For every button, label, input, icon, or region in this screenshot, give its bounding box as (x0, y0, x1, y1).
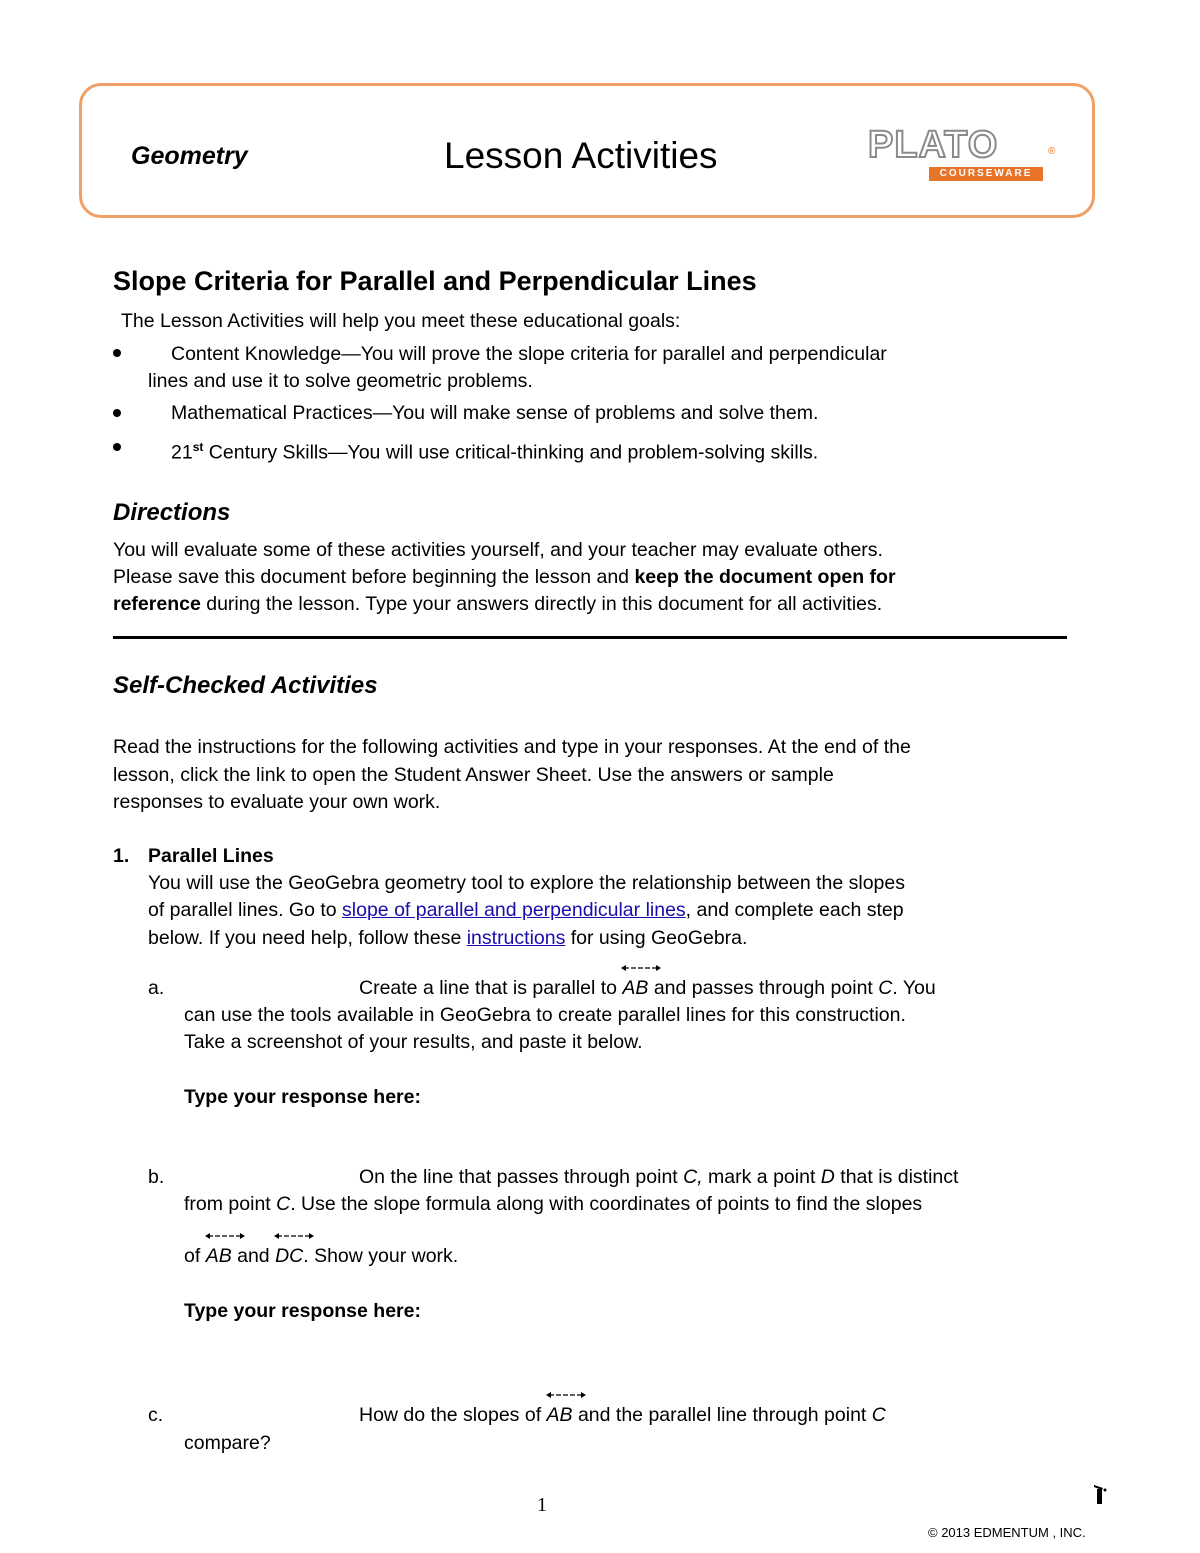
point-label: C (871, 1404, 886, 1426)
directions-line-1: You will evaluate some of these activities yourself, and your teacher may evaluate others. (113, 539, 883, 561)
logo-wordmark: PLATO (868, 124, 999, 166)
directions-text: during the lesson. Type your answers directly in this document for all activities. (200, 593, 883, 615)
instructions-link[interactable]: instructions (466, 927, 566, 949)
goal-1-line-1: Content Knowledge—You will prove the slope criteria for parallel and perpendicular (171, 343, 887, 365)
geogebra-slope-link[interactable]: slope of parallel and perpendicular lines (342, 899, 686, 921)
part-a-text: and passes through point (648, 977, 879, 999)
part-b-text: of (184, 1245, 206, 1267)
bullet-icon (113, 409, 121, 417)
line-arrow-icon (205, 1231, 245, 1241)
part-c-line-1 (359, 1402, 886, 1429)
intro-text: The Lesson Activities will help you meet these educational goals: (121, 310, 681, 332)
activity-line-2 (148, 897, 904, 924)
logo-registered-mark: ® (1048, 146, 1056, 157)
goal-3-text: Century Skills—You will use critical-thinking and problem-solving skills. (203, 441, 819, 464)
activity-number: 1. (113, 845, 130, 867)
goal-2: Mathematical Practices—You will make sense of problems and solve them. (171, 402, 819, 424)
part-b-text: . Show your work. (303, 1245, 459, 1267)
part-a-line-1 (359, 975, 936, 1002)
logo-courseware-bar: COURSEWARE (929, 167, 1043, 181)
plato-logo (868, 126, 1058, 184)
goal-3-superscript: st (192, 440, 204, 454)
part-b-text: mark a point (702, 1166, 821, 1188)
point-label: C (276, 1193, 291, 1215)
line-ab-symbol (206, 1243, 232, 1270)
part-a-line-3: Take a screenshot of your results, and paste it below. (184, 1031, 643, 1053)
document-type: Lesson Activities (444, 135, 718, 176)
part-a-label: a. (148, 977, 165, 999)
copyright-notice: © 2013 EDMENTUM , INC. (928, 1525, 1086, 1540)
self-checked-line-2: lesson, click the link to open the Student Answer Sheet. Use the answers or sample (113, 764, 834, 786)
goal-1-line-2: lines and use it to solve geometric problems. (148, 370, 533, 392)
line-ab-text: AB (205, 1245, 232, 1267)
activity-text: below. If you need help, follow these (148, 927, 467, 949)
line-dc-symbol (275, 1243, 303, 1270)
directions-heading: Directions (113, 499, 231, 526)
page-title: Slope Criteria for Parallel and Perpendicular Lines (113, 266, 757, 296)
activity-line-3 (148, 925, 747, 952)
activity-title: Parallel Lines (148, 845, 274, 867)
point-label: C (878, 977, 893, 999)
page-number: 1 (537, 1494, 547, 1516)
self-checked-line-3: responses to evaluate your own work. (113, 791, 441, 813)
part-c-text: and the parallel line through point (572, 1404, 872, 1426)
bullet-icon (113, 349, 121, 357)
line-ab-text: AB (622, 977, 649, 999)
line-ab-symbol (547, 1402, 573, 1429)
point-label: C, (683, 1166, 703, 1188)
activity-text: of parallel lines. Go to (148, 899, 343, 921)
part-b-line-1 (359, 1164, 958, 1191)
part-a-text: Create a line that is parallel to (359, 977, 623, 999)
edmentum-mark-icon (1093, 1484, 1107, 1504)
line-arrow-icon (546, 1390, 586, 1400)
line-ab-text: AB (546, 1404, 573, 1426)
directions-emphasis: reference (113, 593, 201, 615)
activity-line-1: You will use the GeoGebra geometry tool to explore the relationship between the slopes (148, 872, 905, 894)
part-b-text: and (231, 1245, 276, 1267)
section-divider (113, 636, 1067, 639)
part-c-line-2: compare? (184, 1432, 271, 1454)
goal-3-number: 21 (171, 441, 193, 464)
line-dc-text: DC (275, 1245, 304, 1267)
part-a-text: . You (892, 977, 936, 999)
goal-3 (171, 434, 818, 467)
part-a-line-2: can use the tools available in GeoGebra to create parallel lines for this construction. (184, 1004, 906, 1026)
point-label: D (820, 1166, 835, 1188)
part-b-text: On the line that passes through point (359, 1166, 684, 1188)
part-b-text: from point (184, 1193, 277, 1215)
self-checked-heading: Self-Checked Activities (113, 672, 378, 699)
part-c-label: c. (148, 1404, 164, 1426)
line-arrow-icon (274, 1231, 314, 1241)
directions-line-2 (113, 564, 896, 591)
line-arrow-icon (621, 963, 661, 973)
part-b-response-prompt: Type your response here: (184, 1300, 421, 1322)
directions-text: Please save this document before beginning the lesson and (113, 566, 635, 588)
activity-text: for using GeoGebra. (565, 927, 748, 949)
bullet-icon (113, 443, 121, 451)
activity-text: , and complete each step (685, 899, 904, 921)
part-a-response-prompt: Type your response here: (184, 1086, 421, 1108)
part-b-label: b. (148, 1166, 165, 1188)
subject-label: Geometry (131, 142, 248, 170)
self-checked-line-1: Read the instructions for the following activities and type in your responses. At the end of the (113, 736, 911, 758)
part-c-text: How do the slopes of (359, 1404, 547, 1426)
part-b-text: that is distinct (834, 1166, 959, 1188)
directions-line-3 (113, 591, 882, 618)
directions-emphasis: keep the document open for (634, 566, 896, 588)
part-b-line-2 (184, 1191, 922, 1218)
part-b-text: . Use the slope formula along with coordinates of points to find the slopes (290, 1193, 923, 1215)
line-ab-symbol (622, 975, 648, 1002)
part-b-line-3 (184, 1243, 458, 1270)
